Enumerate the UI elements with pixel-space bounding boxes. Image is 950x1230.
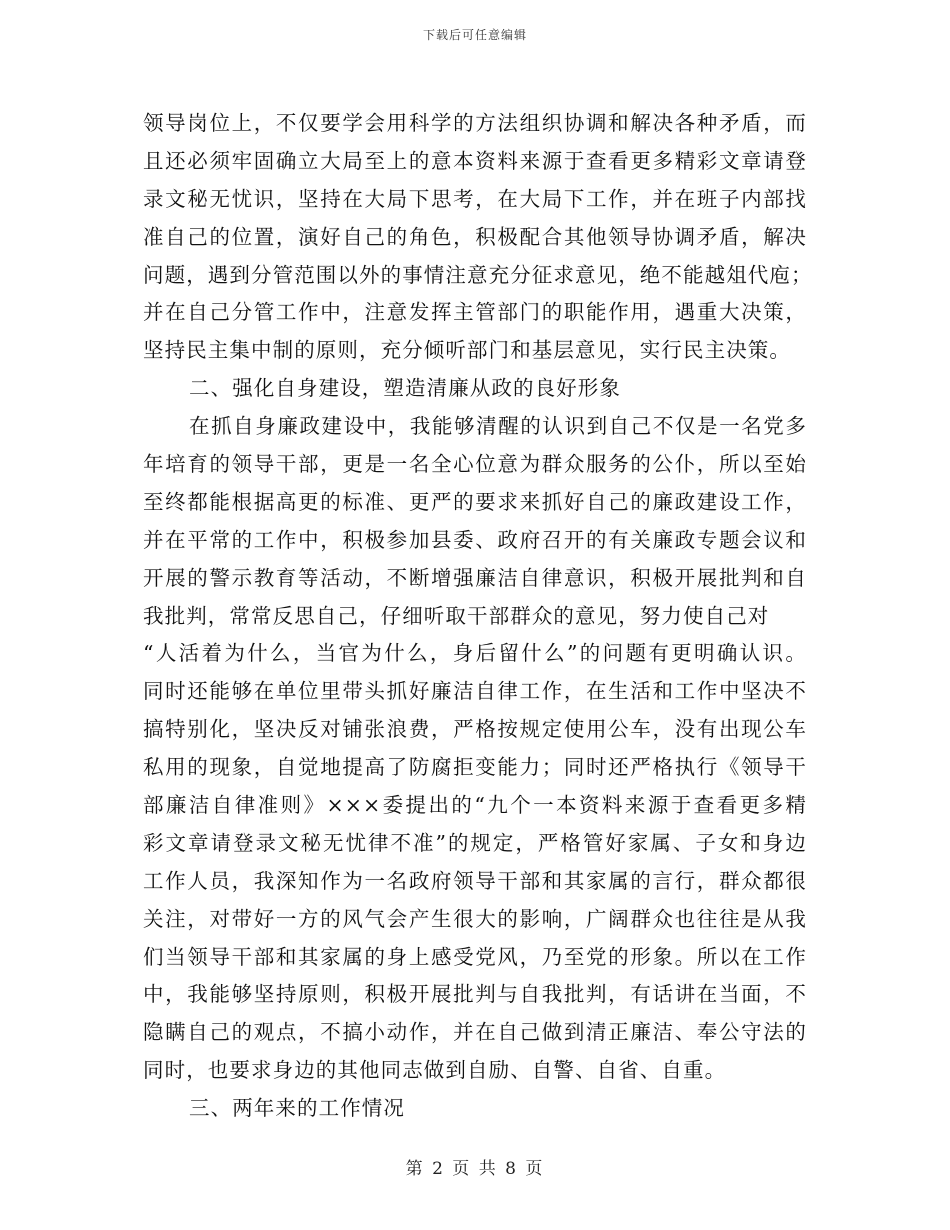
document-body: [143, 105, 813, 1128]
text-line: 关注，对带好一方的风气会产生很大的影响，广阔群众也往往是从我: [143, 906, 807, 931]
page-number-footer: 第 2 页 共 8 页: [405, 1159, 545, 1179]
text-line: 年培育的领导干部，更是一名全心位意为群众服务的公仆，所以至始: [143, 452, 807, 477]
text-line: “人活着为什么，当官为什么，身后留什么”的问题有更明确认识。: [143, 641, 807, 666]
text-line: 二、强化自身建设，塑造清廉从政的良好形象: [189, 376, 621, 401]
text-line: 至终都能根据高更的标准、更严的要求来抓好自己的廉政建设工作，: [143, 489, 807, 514]
text-line: 部廉洁自律准则》×××委提出的“九个一本资料来源于查看更多精: [143, 793, 807, 818]
text-line: 同时还能够在单位里带头抓好廉洁自律工作，在生活和工作中坚决不: [143, 679, 807, 704]
page-header-note: 下载后可任意编辑: [422, 28, 527, 42]
text-line: 三、两年来的工作情况: [189, 1096, 405, 1121]
text-line: 我批判，常常反思自己，仔细听取干部群众的意见，努力使自己对: [143, 603, 770, 628]
text-line: 领导岗位上，不仅要学会用科学的方法组织协调和解决各种矛盾，而: [143, 111, 807, 135]
text-line: 中，我能够坚持原则，积极开展批判与自我批判，有话讲在当面，不: [143, 982, 807, 1007]
text-line: 私用的现象，自觉地提高了防腐拒变能力；同时还严格执行《领导干: [143, 755, 807, 780]
text-line: 在抓自身廉政建设中，我能够清醒的认识到自己不仅是一名党多: [189, 414, 807, 439]
text-line: 且还必须牢固确立大局至上的意本资料来源于查看更多精彩文章请登: [143, 148, 807, 173]
text-line: 们当领导干部和其家属的身上感受党风，乃至党的形象。所以在工作: [143, 944, 807, 969]
text-line: 工作人员，我深知作为一名政府领导干部和其家属的言行，群众都很: [143, 868, 807, 893]
text-line: 搞特别化，坚决反对铺张浪费，严格按规定使用公车，没有出现公车: [143, 717, 807, 742]
text-line: 彩文章请登录文秘无忧律不准”的规定，严格管好家属、子女和身边: [143, 830, 807, 855]
text-line: 隐瞒自己的观点，不搞小动作，并在自己做到清正廉洁、奉公守法的: [143, 1020, 807, 1045]
text-line: 同时，也要求身边的其他同志做到自励、自警、自省、自重。: [143, 1058, 727, 1083]
text-line: 开展的警示教育等活动，不断增强廉洁自律意识，积极开展批判和自: [143, 565, 807, 590]
text-line: 问题，遇到分管范围以外的事情注意充分征求意见，绝不能越俎代庖；: [143, 262, 813, 287]
text-line: 坚持民主集中制的原则，充分倾听部门和基层意见，实行民主决策。: [143, 338, 791, 363]
text-line: 并在自己分管工作中，注意发挥主管部门的职能作用，遇重大决策，: [143, 300, 807, 325]
text-line: 录文秘无忧识，坚持在大局下思考，在大局下工作，并在班子内部找: [143, 186, 807, 211]
text-line: 准自己的位置，演好自己的角色，积极配合其他领导协调矛盾，解决: [143, 224, 807, 249]
text-line: 并在平常的工作中，积极参加县委、政府召开的有关廉政专题会议和: [143, 527, 807, 552]
